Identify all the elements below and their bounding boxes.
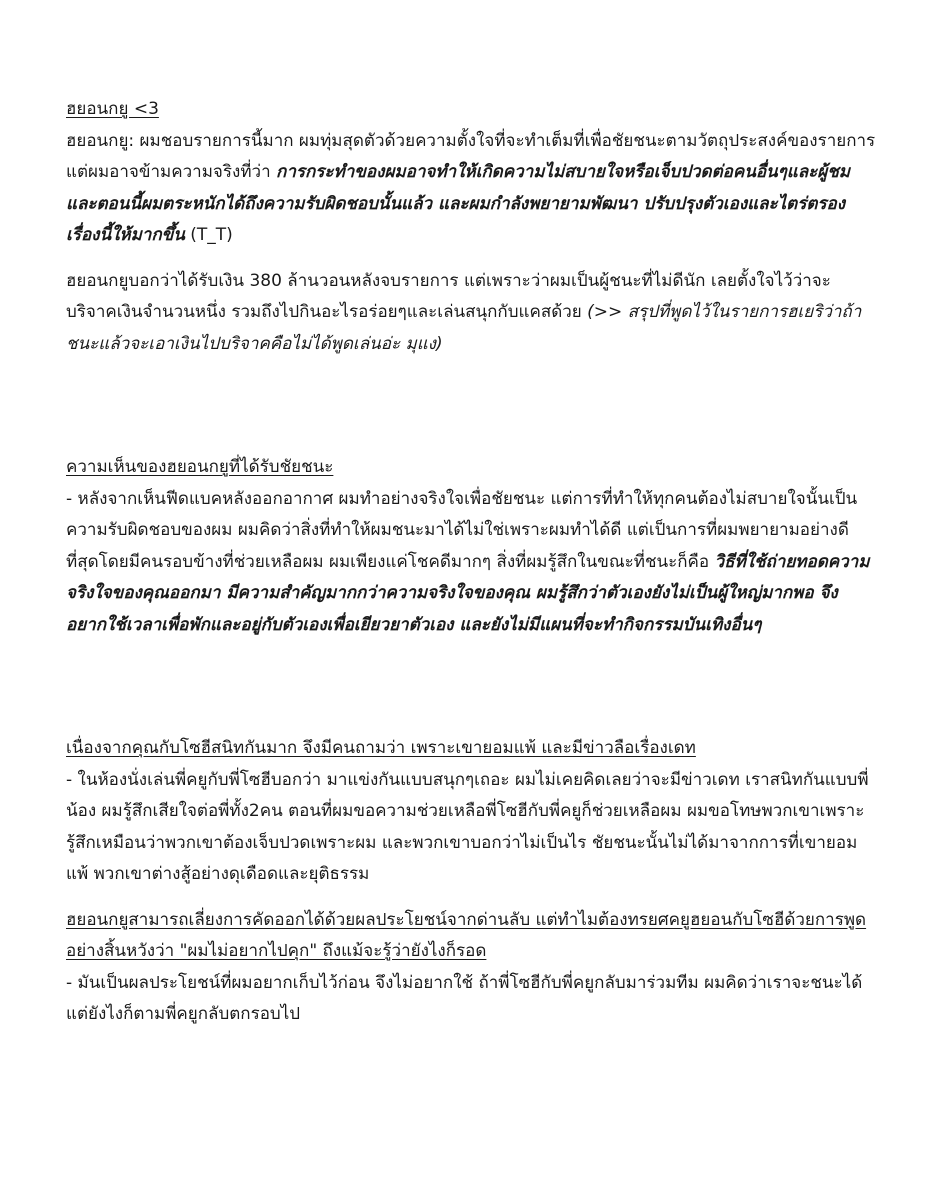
- section-heading: ฮยอนกยู <3: [66, 99, 159, 119]
- section-intro: [66, 94, 876, 360]
- paragraph: [66, 126, 876, 252]
- section-heading: ฮยอนกยูสามารถเลี่ยงการคัดออกได้ด้วยผลประโยชน์จากด่านลับ แต่ทำไมต้องทรยศคยูฮยอนกับโซฮีด้วยการพูดอย่างสิ้นหวังว่า "ผมไม่อยากไปคุก" ถึงแม้จะรู้ว่ายังไงก็รอด: [66, 909, 867, 961]
- italic-note: (>> สรุปที่พูดไว้ในรายการฮเยริว่าถ้าชนะแล้วจะเอาเงินไปบริจาคคือไม่ได้พูดเล่นอ่ะ มุแง): [66, 302, 862, 354]
- section-dating-rumor: [66, 733, 876, 891]
- section-heading: ความเห็นของฮยอนกยูที่ได้รับชัยชนะ: [66, 457, 334, 477]
- paragraph-text: ฮยอนกยูบอกว่าได้รับเงิน 380 ล้านวอนหลังจบรายการ แต่เพราะว่าผมเป็นผู้ชนะที่ไม่ดีนัก เลยตั้งใจไว้ว่าจะบริจาคเงินจำนวนหนึ่ง รวมถึงไปกินอะไรอร่อยๆและเล่นสนุกกับแคสด้วย: [66, 270, 831, 322]
- document-page: [66, 94, 876, 1031]
- paragraph-text: ฮยอนกยู: ผมชอบรายการนี้มาก ผมทุ่มสุดตัวด้วยความตั้งใจที่จะทำเต็มที่เพื่อชัยชนะตามวัตถุประสงค์ของรายการ แต่ผมอาจข้ามความจริงที่ว่า: [66, 130, 876, 182]
- paragraph: - มันเป็นผลประโยชน์ที่ผมอยากเก็บไว้ก่อน จึงไม่อยากใช้ ถ้าพี่โซฮีกับพี่คยูกลับมาร่วมทีม ผมคิดว่าเราจะชนะได้ แต่ยังไงก็ตามพี่คยูกลับตกรอบไป: [66, 972, 863, 1024]
- paragraph-text: - หลังจากเห็นฟีดแบคหลังออกอากาศ ผมทำอย่างจริงใจเพื่อชัยชนะ แต่การที่ทำให้ทุกคนต้องไม่สบายใจนั้นเป็นความรับผิดชอบของผม ผมคิดว่าสิ่งที่ทำให้ผมชนะมาได้ไม่ใช่เพราะผมทำได้ดี แต่เป็นการที่ผมพยายามอย่างดีที่สุดโดยมีคนรอบข้างที่ช่วยเหลือผม ผมเพียงแค่โชคดีมากๆ สิ่งที่ผมรู้สึกในขณะที่ชนะก็คือ: [66, 488, 858, 572]
- section-heading: เนื่องจากคุณกับโซฮีสนิทกันมาก จึงมีคนถามว่า เพราะเขายอมแพ้ และมีข่าวลือเรื่องเดท: [66, 738, 696, 758]
- paragraph: [66, 266, 876, 361]
- section-secret-benefit: [66, 905, 876, 1031]
- emphasized-text: การกระทำของผมอาจทำให้เกิดความไม่สบายใจหรือเจ็บปวดต่อคนอื่นๆและผู้ชม และตอนนี้ผมตระหนักได้ถึงความรับผิดชอบนั้นแล้ว และผมกำลังพยายามพัฒนา ปรับปรุงตัวเองและไตร่ตรองเรื่องนี้ให้มากขึ้น: [66, 162, 850, 245]
- paragraph-text: (T_T): [184, 225, 233, 245]
- section-winner-comment: [66, 452, 876, 641]
- paragraph: [66, 484, 876, 642]
- emphasized-text: วิธีที่ใช้ถ่ายทอดความจริงใจของคุณออกมา มีความสำคัญมากกว่าความจริงใจของคุณ ผมรู้สึกว่าตัวเองยังไม่เป็นผู้ใหญ่มากพอ จึงอยากใช้เวลาเพื่อพักและอยู่กับตัวเองเพื่อเยียวยาตัวเอง และยังไม่มีแผนที่จะทำกิจกรรมบันเทิงอื่นๆ: [66, 551, 870, 635]
- paragraph: - ในห้องนั่งเล่นพี่คยูกับพี่โซฮีบอกว่า มาแข่งกันแบบสนุกๆเถอะ ผมไม่เคยคิดเลยว่าจะมีข่าวเดท เราสนิทกันแบบพี่น้อง ผมรู้สึกเสียใจต่อพี่ทั้ง2คน ตอนที่ผมขอความช่วยเหลือพี่โซฮีกับพี่คยูก็ช่วยเหลือผม ผมขอโทษพวกเขาเพราะรู้สึกเหมือนว่าพวกเขาต้องเจ็บปวดเพราะผม และพวกเขาบอกว่าไม่เป็นไร ชัยชนะนั้นไม่ได้มาจากการที่เขายอมแพ้ พวกเขาต่างสู้อย่างดุเดือดและยุติธรรม: [66, 769, 869, 884]
